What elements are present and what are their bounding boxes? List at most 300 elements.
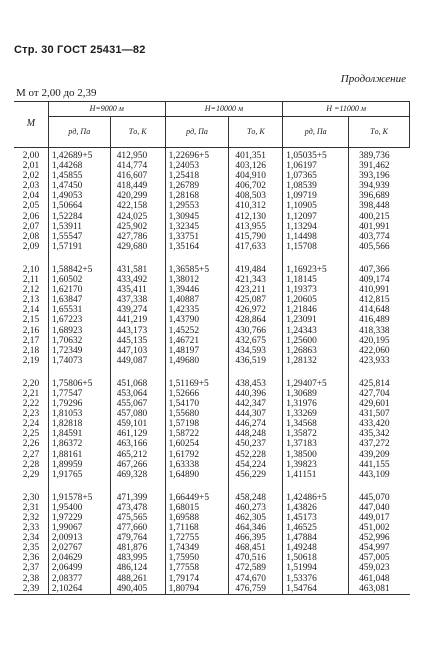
table-row bbox=[14, 533, 410, 543]
temp-9000-cell: 429,680 bbox=[110, 242, 165, 252]
temp-10000-cell: 444,307 bbox=[229, 409, 283, 419]
temp-10000-cell: 450,237 bbox=[229, 439, 283, 449]
mach-cell: 2,38 bbox=[22, 573, 40, 584]
temp-9000-cell: 431,581 bbox=[110, 265, 165, 275]
spacer-cell bbox=[165, 252, 229, 265]
temp-9000-cell: 490,405 bbox=[110, 584, 165, 595]
mach-cell: 2,24 bbox=[22, 419, 40, 430]
col-h10000-header: H=10000 м bbox=[165, 102, 283, 117]
spacer-cell bbox=[229, 366, 283, 379]
pressure-10000-cell: 1,45252 bbox=[165, 326, 229, 336]
temp-10000-cell: 472,589 bbox=[229, 563, 283, 573]
pressure-11000-cell: 1,25600 bbox=[283, 336, 349, 346]
pressure-11000-cell: 1,16923+5 bbox=[283, 265, 349, 275]
pressure-10000-cell: 1,68015 bbox=[165, 503, 229, 513]
temp-9000-cell: 445,135 bbox=[110, 336, 165, 346]
pressure-10000-cell: 1,79174 bbox=[165, 574, 229, 584]
pressure-11000-cell: 1,10905 bbox=[283, 201, 349, 211]
pressure-9000-cell: 1,79296 bbox=[48, 399, 110, 409]
temp-11000-cell: 398,448 bbox=[349, 201, 410, 211]
group-spacer bbox=[14, 366, 410, 379]
temp-9000-cell: 449,087 bbox=[110, 356, 165, 366]
temp-11000-cell: 393,196 bbox=[349, 171, 410, 181]
temp-11000-cell: 416,489 bbox=[349, 315, 410, 325]
table-row bbox=[14, 212, 410, 222]
temp-9000-cell: 443,173 bbox=[110, 326, 165, 336]
table-row bbox=[14, 222, 410, 232]
pressure-9000-cell: 1,74073 bbox=[48, 356, 110, 366]
spacer-cell bbox=[110, 252, 165, 265]
temp-9000-cell: 422,158 bbox=[110, 201, 165, 211]
pressure-11000-cell: 1,35872 bbox=[283, 429, 349, 439]
mach-cell: 2,30 bbox=[22, 492, 40, 503]
pressure-10000-cell: 1,75950 bbox=[165, 553, 229, 563]
pressure-9000-cell: 1,62170 bbox=[48, 285, 110, 295]
temp-10000-cell: 432,675 bbox=[229, 336, 283, 346]
temp-11000-cell: 403,774 bbox=[349, 232, 410, 242]
pressure-9000-cell: 1,70632 bbox=[48, 336, 110, 346]
temp-11000-cell: 433,420 bbox=[349, 419, 410, 429]
temp-10000-cell: 448,248 bbox=[229, 429, 283, 439]
pressure-9000-cell: 1,58842+5 bbox=[48, 265, 110, 275]
pressure-10000-cell: 1,49680 bbox=[165, 356, 229, 366]
page-header: Стр. 30 ГОСТ 25431—82 bbox=[14, 44, 146, 56]
pressure-10000-cell: 1,57198 bbox=[165, 419, 229, 429]
mach-cell: 2,32 bbox=[22, 513, 40, 523]
temp-10000-cell: 476,759 bbox=[229, 584, 283, 595]
pressure-9000-cell: 2,08377 bbox=[48, 574, 110, 584]
table-row bbox=[14, 450, 410, 460]
temp-9000-cell: 481,876 bbox=[110, 543, 165, 553]
temp-9000-cell: 465,212 bbox=[110, 450, 165, 460]
table-row bbox=[14, 379, 410, 389]
temp-9000-cell: 412,950 bbox=[110, 148, 165, 162]
pressure-9000-cell: 1,57191 bbox=[48, 242, 110, 252]
temp-11000-cell: 420,195 bbox=[349, 336, 410, 346]
spacer-cell bbox=[229, 252, 283, 265]
table-row bbox=[14, 513, 410, 523]
pressure-9000-cell: 1,91765 bbox=[48, 470, 110, 480]
temp-9000-cell: 427,786 bbox=[110, 232, 165, 242]
pressure-10000-cell: 1,38012 bbox=[165, 275, 229, 285]
pressure-9000-cell: 1,84591 bbox=[48, 429, 110, 439]
pressure-9000-cell: 1,65531 bbox=[48, 305, 110, 315]
temp-11000-cell: 427,704 bbox=[349, 389, 410, 399]
temp-11000-cell: 451,002 bbox=[349, 523, 410, 533]
temp-10000-cell: 458,248 bbox=[229, 493, 283, 503]
mach-cell: 2,03 bbox=[22, 181, 40, 192]
pressure-10000-cell: 1,51169+5 bbox=[165, 379, 229, 389]
temp-9000-cell: 425,902 bbox=[110, 222, 165, 232]
pressure-11000-cell: 1,43826 bbox=[283, 503, 349, 513]
table-row bbox=[14, 493, 410, 503]
table-row bbox=[14, 419, 410, 429]
col-mach-header: M bbox=[14, 102, 48, 148]
pressure-11000-cell: 1,50618 bbox=[283, 553, 349, 563]
temp-10000-cell: 406,702 bbox=[229, 181, 283, 191]
pressure-10000-cell: 1,32345 bbox=[165, 222, 229, 232]
temp-9000-cell: 459,101 bbox=[110, 419, 165, 429]
col-h9000-header: H=9000 м bbox=[48, 102, 165, 117]
pressure-11000-cell: 1,20605 bbox=[283, 295, 349, 305]
temp-9000-cell: 447,103 bbox=[110, 346, 165, 356]
table-row bbox=[14, 584, 410, 595]
pressure-11000-cell: 1,21846 bbox=[283, 305, 349, 315]
temp-10000-cell: 466,395 bbox=[229, 533, 283, 543]
mach-cell: 2,37 bbox=[22, 563, 40, 574]
temp-10000-cell: 440,396 bbox=[229, 389, 283, 399]
pressure-9000-cell: 1,49053 bbox=[48, 191, 110, 201]
pressure-9000-cell: 1,44268 bbox=[48, 161, 110, 171]
pressure-11000-cell: 1,38500 bbox=[283, 450, 349, 460]
table-row bbox=[14, 543, 410, 553]
table-row bbox=[14, 336, 410, 346]
pressure-11000-cell: 1,34568 bbox=[283, 419, 349, 429]
pressure-10000-cell: 1,52666 bbox=[165, 389, 229, 399]
pressure-10000-cell: 1,36585+5 bbox=[165, 265, 229, 275]
temp-10000-cell: 408,503 bbox=[229, 191, 283, 201]
continued-label: Продолжение bbox=[340, 73, 406, 85]
pressure-11000-cell: 1,47884 bbox=[283, 533, 349, 543]
temp-10000-cell: 404,910 bbox=[229, 171, 283, 181]
table-row bbox=[14, 399, 410, 409]
temp-9000-cell: 471,399 bbox=[110, 493, 165, 503]
temp-11000-cell: 422,060 bbox=[349, 346, 410, 356]
temp-10000-cell: 456,229 bbox=[229, 470, 283, 480]
pressure-10000-cell: 1,42335 bbox=[165, 305, 229, 315]
temp-9000-cell: 451,068 bbox=[110, 379, 165, 389]
temp-10000-cell: 470,516 bbox=[229, 553, 283, 563]
table-row bbox=[14, 285, 410, 295]
temp-11000-cell: 410,991 bbox=[349, 285, 410, 295]
temp-9000-cell: 433,492 bbox=[110, 275, 165, 285]
pressure-10000-cell: 1,63338 bbox=[165, 460, 229, 470]
pressure-10000-cell: 1,28168 bbox=[165, 191, 229, 201]
temp-10000-cell: 410,312 bbox=[229, 201, 283, 211]
pressure-11000-cell: 1,30689 bbox=[283, 389, 349, 399]
temp-11000-cell: 407,366 bbox=[349, 265, 410, 275]
temp-10000-cell: 401,351 bbox=[229, 148, 283, 162]
pressure-9000-cell: 1,86372 bbox=[48, 439, 110, 449]
pressure-9000-cell: 1,75806+5 bbox=[48, 379, 110, 389]
temp-9000-cell: 414,774 bbox=[110, 161, 165, 171]
pressure-9000-cell: 1,68923 bbox=[48, 326, 110, 336]
mach-cell: 2,26 bbox=[22, 439, 40, 450]
temp-9000-cell: 455,067 bbox=[110, 399, 165, 409]
pressure-11000-cell: 1,13294 bbox=[283, 222, 349, 232]
spacer-cell bbox=[283, 252, 349, 265]
table-row bbox=[14, 191, 410, 201]
pressure-11000-cell: 1,29407+5 bbox=[283, 379, 349, 389]
temp-11000-cell: 447,040 bbox=[349, 503, 410, 513]
temp-9000-cell: 473,478 bbox=[110, 503, 165, 513]
pressure-10000-cell: 1,54170 bbox=[165, 399, 229, 409]
temp-11000-cell: 443,109 bbox=[349, 470, 410, 480]
temp-10000-cell: 452,228 bbox=[229, 450, 283, 460]
temp-9000-cell: 435,411 bbox=[110, 285, 165, 295]
table-row bbox=[14, 346, 410, 356]
pressure-9000-cell: 1,42689+5 bbox=[48, 148, 110, 162]
col-pressure-header: pд, Па bbox=[165, 117, 229, 148]
mach-cell: 2,09 bbox=[22, 241, 40, 252]
mach-cell: 2,34 bbox=[22, 533, 40, 544]
temp-9000-cell: 461,129 bbox=[110, 429, 165, 439]
table-row bbox=[14, 460, 410, 470]
mach-cell: 2,31 bbox=[22, 502, 40, 513]
pressure-11000-cell: 1,06197 bbox=[283, 161, 349, 171]
pressure-10000-cell: 1,80794 bbox=[165, 584, 229, 595]
spacer-cell bbox=[14, 480, 48, 493]
temp-11000-cell: 423,933 bbox=[349, 356, 410, 366]
temp-9000-cell: 457,080 bbox=[110, 409, 165, 419]
mach-cell: 2,22 bbox=[22, 399, 40, 410]
spacer-cell bbox=[283, 480, 349, 493]
spacer-cell bbox=[48, 480, 110, 493]
pressure-10000-cell: 1,74349 bbox=[165, 543, 229, 553]
temp-10000-cell: 413,955 bbox=[229, 222, 283, 232]
temp-9000-cell: 416,607 bbox=[110, 171, 165, 181]
mach-cell: 2,27 bbox=[22, 449, 40, 460]
spacer-cell bbox=[283, 366, 349, 379]
table-row bbox=[14, 326, 410, 336]
pressure-9000-cell: 2,00913 bbox=[48, 533, 110, 543]
temp-10000-cell: 468,451 bbox=[229, 543, 283, 553]
temp-11000-cell: 394,939 bbox=[349, 181, 410, 191]
table-row bbox=[14, 161, 410, 171]
mach-cell: 2,01 bbox=[22, 161, 40, 172]
atmosphere-table bbox=[14, 101, 410, 595]
pressure-10000-cell: 1,40887 bbox=[165, 295, 229, 305]
pressure-10000-cell: 1,55680 bbox=[165, 409, 229, 419]
pressure-9000-cell: 1,63847 bbox=[48, 295, 110, 305]
mach-cell: 2,06 bbox=[22, 211, 40, 222]
mach-cell: 2,17 bbox=[22, 335, 40, 346]
pressure-11000-cell: 1,09719 bbox=[283, 191, 349, 201]
temp-9000-cell: 475,565 bbox=[110, 513, 165, 523]
temp-11000-cell: 441,155 bbox=[349, 460, 410, 470]
mach-cell: 2,05 bbox=[22, 201, 40, 212]
temp-10000-cell: 460,273 bbox=[229, 503, 283, 513]
spacer-cell bbox=[110, 366, 165, 379]
mach-cell: 2,35 bbox=[22, 543, 40, 554]
temp-10000-cell: 436,519 bbox=[229, 356, 283, 366]
temp-9000-cell: 467,266 bbox=[110, 460, 165, 470]
temp-11000-cell: 439,209 bbox=[349, 450, 410, 460]
pressure-9000-cell: 1,95400 bbox=[48, 503, 110, 513]
mach-cell: 2,15 bbox=[22, 315, 40, 326]
pressure-10000-cell: 1,43790 bbox=[165, 315, 229, 325]
pressure-11000-cell: 1,41151 bbox=[283, 470, 349, 480]
group-spacer bbox=[14, 480, 410, 493]
temp-9000-cell: 424,025 bbox=[110, 212, 165, 222]
mach-cell: 2,20 bbox=[22, 378, 40, 389]
pressure-10000-cell: 1,46721 bbox=[165, 336, 229, 346]
mach-cell: 2,07 bbox=[22, 221, 40, 232]
col-pressure-header: pд, Па bbox=[283, 117, 349, 148]
table-row bbox=[14, 389, 410, 399]
temp-11000-cell: 463,081 bbox=[349, 584, 410, 595]
group-spacer bbox=[14, 252, 410, 265]
pressure-10000-cell: 1,39446 bbox=[165, 285, 229, 295]
temp-10000-cell: 419,484 bbox=[229, 265, 283, 275]
temp-11000-cell: 461,048 bbox=[349, 574, 410, 584]
col-pressure-header: pд, Па bbox=[48, 117, 110, 148]
table-row bbox=[14, 305, 410, 315]
pressure-9000-cell: 1,60502 bbox=[48, 275, 110, 285]
temp-9000-cell: 488,261 bbox=[110, 574, 165, 584]
temp-9000-cell: 463,166 bbox=[110, 439, 165, 449]
pressure-10000-cell: 1,77558 bbox=[165, 563, 229, 573]
temp-9000-cell: 453,064 bbox=[110, 389, 165, 399]
table-row bbox=[14, 356, 410, 366]
table-row bbox=[14, 439, 410, 449]
mach-cell: 2,25 bbox=[22, 429, 40, 440]
mach-cell: 2,18 bbox=[22, 345, 40, 356]
temp-11000-cell: 459,023 bbox=[349, 563, 410, 573]
pressure-9000-cell: 1,77547 bbox=[48, 389, 110, 399]
pressure-9000-cell: 1,47450 bbox=[48, 181, 110, 191]
pressure-11000-cell: 1,19373 bbox=[283, 285, 349, 295]
pressure-11000-cell: 1,33269 bbox=[283, 409, 349, 419]
pressure-11000-cell: 1,46525 bbox=[283, 523, 349, 533]
pressure-11000-cell: 1,31976 bbox=[283, 399, 349, 409]
temp-11000-cell: 437,272 bbox=[349, 439, 410, 449]
pressure-9000-cell: 1,53911 bbox=[48, 222, 110, 232]
temp-11000-cell: 409,174 bbox=[349, 275, 410, 285]
temp-10000-cell: 426,972 bbox=[229, 305, 283, 315]
mach-cell: 2,39 bbox=[14, 584, 48, 595]
spacer-cell bbox=[349, 252, 410, 265]
mach-cell: 2,29 bbox=[22, 469, 40, 480]
table-row bbox=[14, 574, 410, 584]
pressure-11000-cell: 1,24343 bbox=[283, 326, 349, 336]
pressure-11000-cell: 1,28132 bbox=[283, 356, 349, 366]
temp-9000-cell: 439,274 bbox=[110, 305, 165, 315]
temp-11000-cell: 445,070 bbox=[349, 493, 410, 503]
mach-cell: 2,33 bbox=[22, 523, 40, 534]
mach-cell: 2,16 bbox=[22, 325, 40, 336]
spacer-cell bbox=[349, 366, 410, 379]
pressure-9000-cell: 2,02767 bbox=[48, 543, 110, 553]
temp-9000-cell: 420,299 bbox=[110, 191, 165, 201]
pressure-11000-cell: 1,53376 bbox=[283, 574, 349, 584]
pressure-9000-cell: 1,50664 bbox=[48, 201, 110, 211]
temp-9000-cell: 469,328 bbox=[110, 470, 165, 480]
temp-10000-cell: 428,864 bbox=[229, 315, 283, 325]
table-row bbox=[14, 470, 410, 480]
col-h11000-header: H =11000 м bbox=[283, 102, 410, 117]
pressure-10000-cell: 1,48197 bbox=[165, 346, 229, 356]
temp-10000-cell: 421,343 bbox=[229, 275, 283, 285]
pressure-11000-cell: 1,42486+5 bbox=[283, 493, 349, 503]
pressure-10000-cell: 1,29553 bbox=[165, 201, 229, 211]
table-row bbox=[14, 553, 410, 563]
temp-11000-cell: 449,017 bbox=[349, 513, 410, 523]
table-row bbox=[14, 242, 410, 252]
pressure-11000-cell: 1,37183 bbox=[283, 439, 349, 449]
table-row bbox=[14, 503, 410, 513]
temp-10000-cell: 454,224 bbox=[229, 460, 283, 470]
temp-11000-cell: 405,566 bbox=[349, 242, 410, 252]
table-head bbox=[14, 102, 410, 148]
table-row bbox=[14, 201, 410, 211]
spacer-cell bbox=[14, 252, 48, 265]
temp-11000-cell: 418,338 bbox=[349, 326, 410, 336]
pressure-9000-cell: 1,81053 bbox=[48, 409, 110, 419]
temp-9000-cell: 483,995 bbox=[110, 553, 165, 563]
temp-9000-cell: 418,449 bbox=[110, 181, 165, 191]
temp-10000-cell: 403,126 bbox=[229, 161, 283, 171]
spacer-cell bbox=[165, 366, 229, 379]
table-row bbox=[14, 171, 410, 181]
pressure-11000-cell: 1,08539 bbox=[283, 181, 349, 191]
pressure-11000-cell: 1,49248 bbox=[283, 543, 349, 553]
temp-11000-cell: 452,996 bbox=[349, 533, 410, 543]
pressure-10000-cell: 1,71168 bbox=[165, 523, 229, 533]
temp-10000-cell: 430,766 bbox=[229, 326, 283, 336]
table-row bbox=[14, 148, 410, 162]
temp-10000-cell: 425,087 bbox=[229, 295, 283, 305]
temp-10000-cell: 434,593 bbox=[229, 346, 283, 356]
pressure-11000-cell: 1,26863 bbox=[283, 346, 349, 356]
spacer-cell bbox=[14, 366, 48, 379]
pressure-9000-cell: 2,10264 bbox=[48, 584, 110, 595]
table-row bbox=[14, 265, 410, 275]
temp-11000-cell: 414,648 bbox=[349, 305, 410, 315]
pressure-10000-cell: 1,66449+5 bbox=[165, 493, 229, 503]
temp-9000-cell: 477,660 bbox=[110, 523, 165, 533]
table-row bbox=[14, 295, 410, 305]
col-temperature-header: Tо, К bbox=[229, 117, 283, 148]
pressure-11000-cell: 1,07365 bbox=[283, 171, 349, 181]
mach-cell: 2,14 bbox=[22, 305, 40, 316]
table-row bbox=[14, 181, 410, 191]
pressure-10000-cell: 1,69588 bbox=[165, 513, 229, 523]
mach-cell: 2,13 bbox=[22, 295, 40, 306]
mach-cell: 2,11 bbox=[22, 275, 39, 286]
temp-11000-cell: 412,815 bbox=[349, 295, 410, 305]
pressure-9000-cell: 1,97229 bbox=[48, 513, 110, 523]
temp-10000-cell: 442,347 bbox=[229, 399, 283, 409]
pressure-10000-cell: 1,60254 bbox=[165, 439, 229, 449]
pressure-9000-cell: 1,82818 bbox=[48, 419, 110, 429]
temp-10000-cell: 417,633 bbox=[229, 242, 283, 252]
pressure-11000-cell: 1,51994 bbox=[283, 563, 349, 573]
spacer-cell bbox=[48, 252, 110, 265]
spacer-cell bbox=[349, 480, 410, 493]
pressure-11000-cell: 1,14498 bbox=[283, 232, 349, 242]
table-row bbox=[14, 232, 410, 242]
table-row bbox=[14, 315, 410, 325]
pressure-10000-cell: 1,33751 bbox=[165, 232, 229, 242]
temp-11000-cell: 435,342 bbox=[349, 429, 410, 439]
table-row bbox=[14, 409, 410, 419]
pressure-11000-cell: 1,18145 bbox=[283, 275, 349, 285]
temp-9000-cell: 486,124 bbox=[110, 563, 165, 573]
pressure-9000-cell: 1,67223 bbox=[48, 315, 110, 325]
temp-11000-cell: 400,215 bbox=[349, 212, 410, 222]
pressure-9000-cell: 1,52284 bbox=[48, 212, 110, 222]
pressure-10000-cell: 1,35164 bbox=[165, 242, 229, 252]
pressure-10000-cell: 1,58722 bbox=[165, 429, 229, 439]
pressure-9000-cell: 1,91578+5 bbox=[48, 493, 110, 503]
pressure-9000-cell: 1,88161 bbox=[48, 450, 110, 460]
mach-cell: 2,36 bbox=[22, 553, 40, 564]
col-temperature-header: Tо, К bbox=[110, 117, 165, 148]
temp-9000-cell: 479,764 bbox=[110, 533, 165, 543]
pressure-10000-cell: 1,26789 bbox=[165, 181, 229, 191]
temp-11000-cell: 401,991 bbox=[349, 222, 410, 232]
